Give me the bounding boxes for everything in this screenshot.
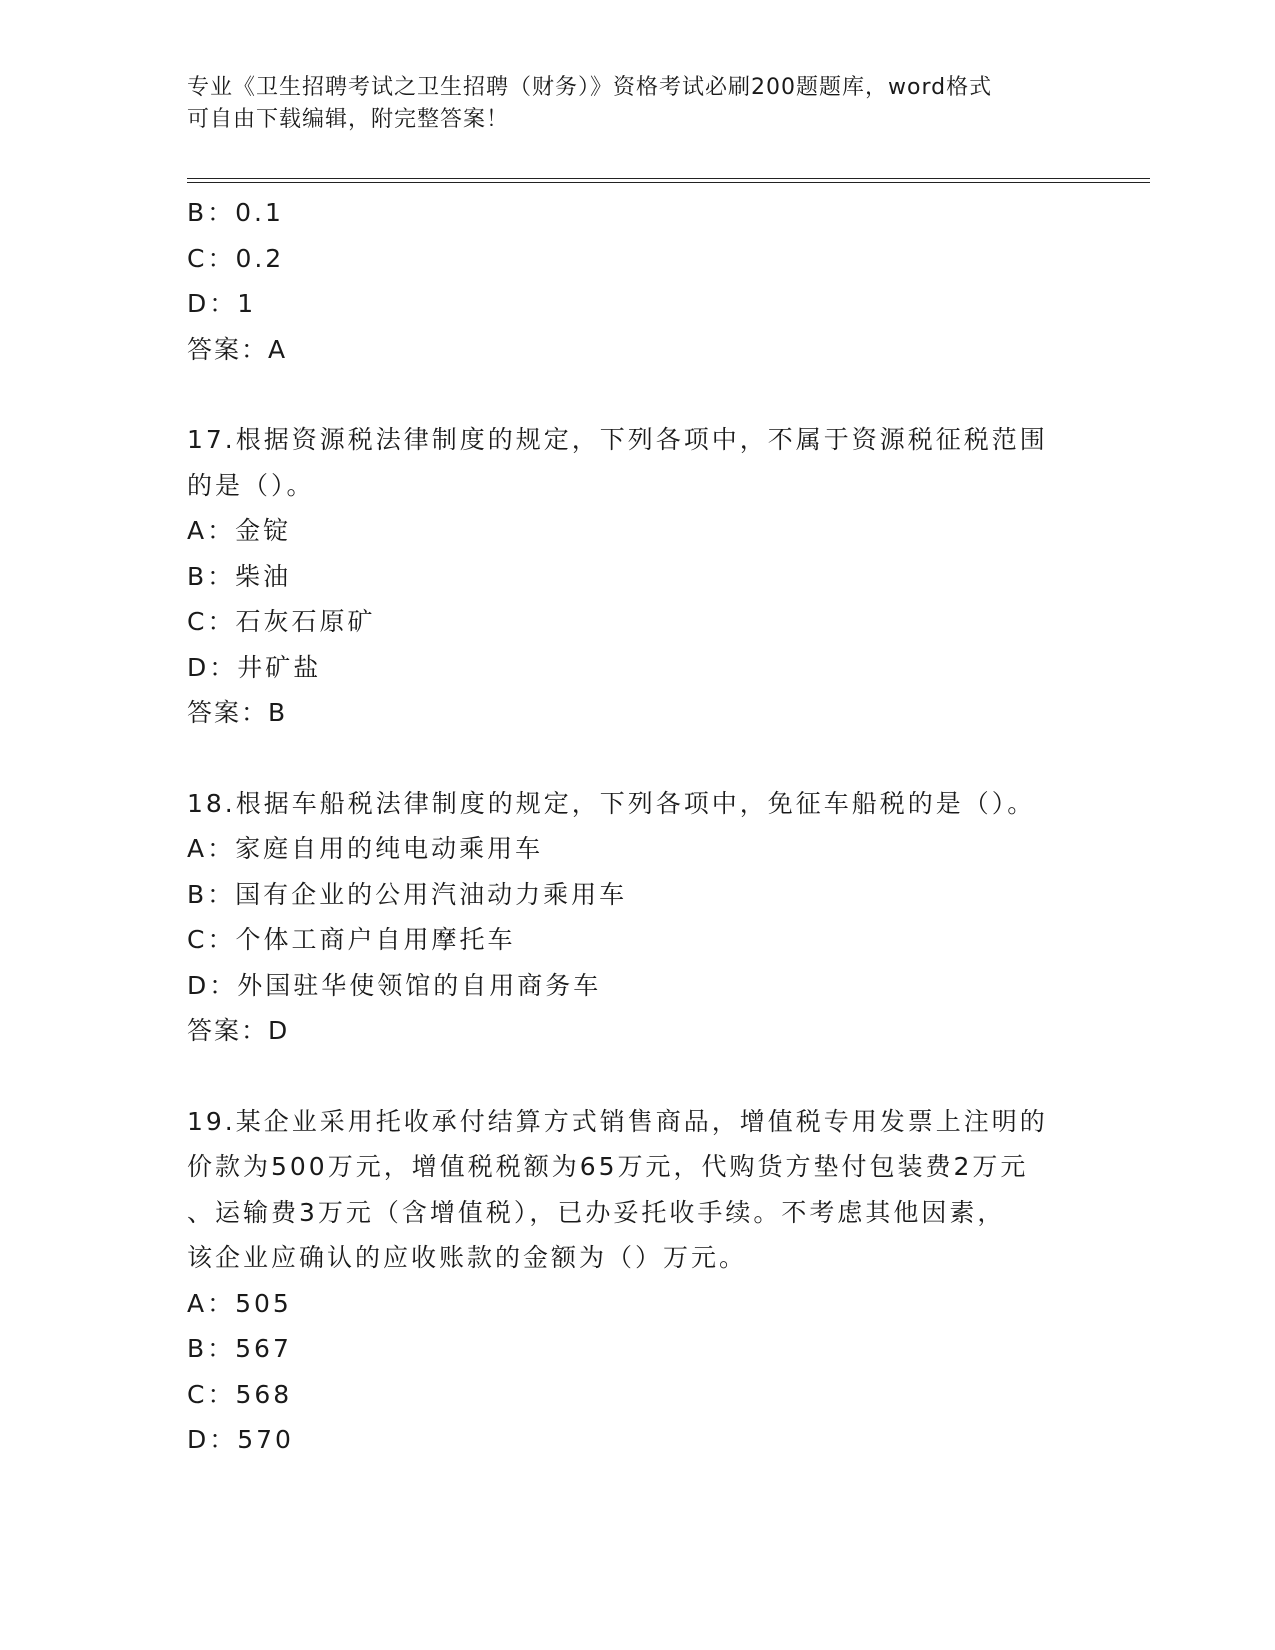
question-19: [187, 1099, 1087, 1463]
option-a: A：金锭: [187, 516, 292, 545]
answer: 答案：A: [187, 334, 288, 364]
option-d: D：570: [187, 1425, 294, 1454]
question-text-line: 该企业应确认的应收账款的金额为（）万元。: [187, 1243, 748, 1272]
question-text-line: 17.根据资源税法律制度的规定，下列各项中，不属于资源税征税范围: [187, 425, 1048, 454]
header-divider: [187, 178, 1150, 183]
option-a: A：505: [187, 1288, 292, 1318]
option-b: B：567: [187, 1334, 292, 1363]
question-16-continued: [187, 190, 1087, 372]
document-header: [187, 72, 1087, 136]
question-text-line: 的是（）。: [187, 470, 315, 500]
answer: 答案：D: [187, 1016, 290, 1045]
document-body: [187, 190, 1087, 1463]
option-d: D：井矿盐: [187, 652, 322, 682]
question-18: [187, 781, 1087, 1054]
question-text-line: 价款为500万元，增值税税额为65万元，代购货方垫付包装费2万元: [187, 1152, 1029, 1181]
option-c: C：0.2: [187, 243, 285, 273]
question-text-line: 18.根据车船税法律制度的规定，下列各项中，免征车船税的是（）。: [187, 788, 1036, 818]
option-b: B：0.1: [187, 198, 284, 227]
option-c: C：568: [187, 1379, 293, 1409]
option-d: D：外国驻华使领馆的自用商务车: [187, 970, 602, 1000]
option-b: B：柴油: [187, 561, 292, 591]
question-17: [187, 417, 1087, 736]
question-text-line: 、运输费3万元（含增值税），已办妥托收手续。不考虑其他因素，: [187, 1197, 1006, 1227]
option-c: C：石灰石原矿: [187, 607, 376, 636]
header-line-2: 可自由下载编辑，附完整答案！: [187, 107, 510, 132]
option-a: A：家庭自用的纯电动乘用车: [187, 834, 544, 863]
header-line-1: 专业《卫生招聘考试之卫生招聘（财务）》资格考试必刷200题题库，word格式: [187, 75, 993, 100]
option-c: C：个体工商户自用摩托车: [187, 925, 516, 954]
question-text-line: 19.某企业采用托收承付结算方式销售商品，增值税专用发票上注明的: [187, 1106, 1048, 1136]
answer: 答案：B: [187, 698, 288, 727]
option-d: D：1: [187, 289, 257, 318]
option-b: B：国有企业的公用汽油动力乘用车: [187, 879, 628, 909]
